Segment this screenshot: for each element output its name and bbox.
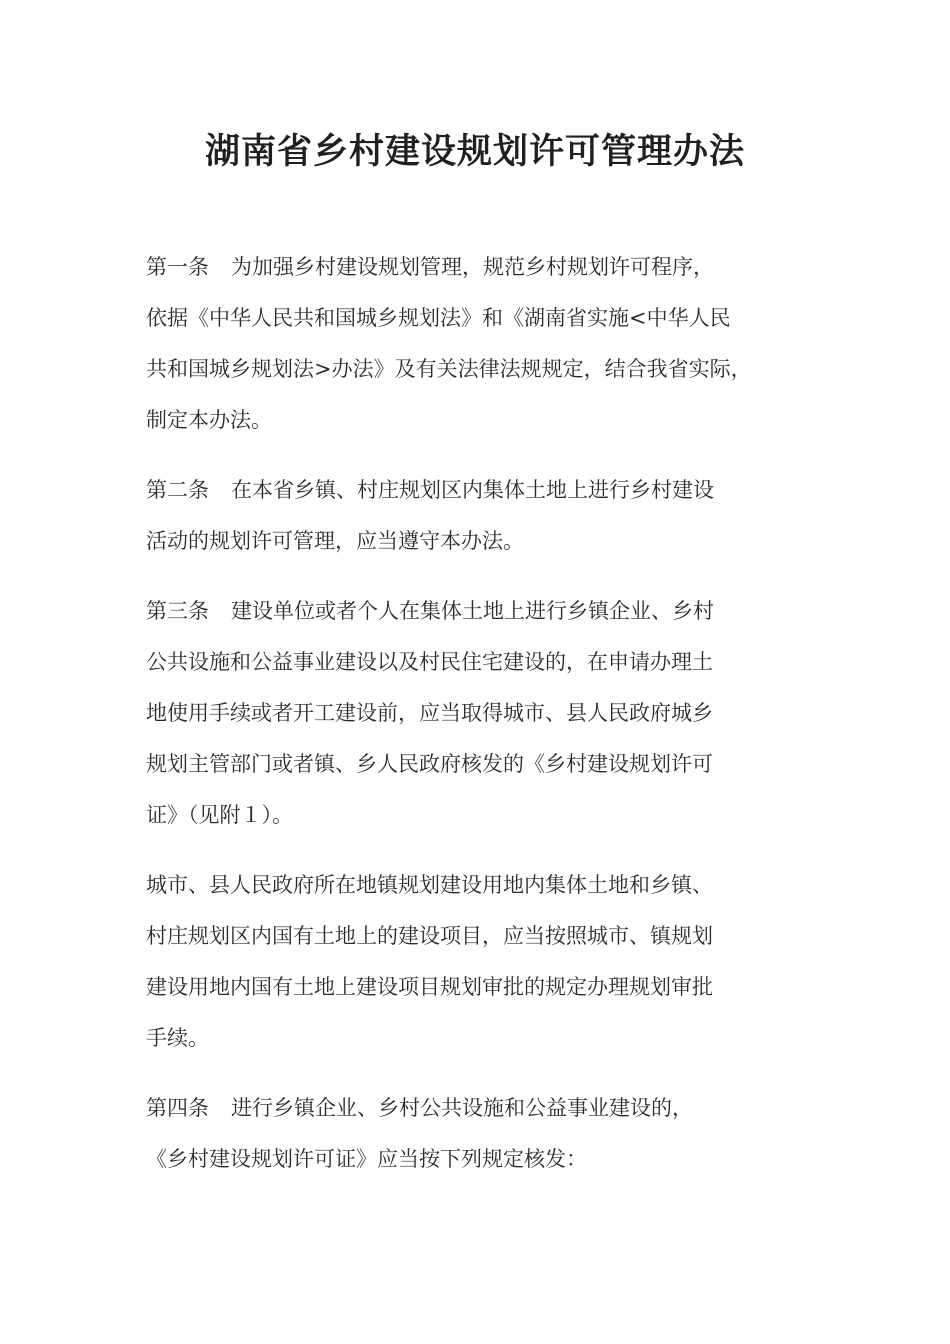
document-body [146,242,826,1204]
article-text-line: 建设用地内国有土地上建设项目规划审批的规定办理规划审批 [146,975,713,999]
article-text-line: 活动的规划许可管理，应当遵守本办法。 [146,529,524,553]
document-title: 湖南省乡村建设规划许可管理办法 [204,132,745,172]
article-text-line: 为加强乡村建设规划管理，规范乡村规划许可程序， [231,255,714,279]
article-number: 第四条 [146,1096,209,1120]
article-text-line: 建设单位或者个人在集体土地上进行乡镇企业、乡村 [231,599,714,623]
article-text-line: 制定本办法。 [146,408,272,432]
article-text-line: 共和国城乡规划法>办法》及有关法律法规规定，结合我省实际， [146,357,752,381]
article-text-line: 城市、县人民政府所在地镇规划建设用地内集体土地和乡镇、 [146,873,713,897]
article-text-line: 村庄规划区内国有土地上的建设项目，应当按照城市、镇规划 [146,924,713,948]
article-number: 第二条 [146,478,209,502]
article-1 [146,242,826,446]
article-text-line: 公共设施和公益事业建设以及村民住宅建设的，在申请办理土 [146,650,713,674]
article-number: 第一条 [146,255,209,279]
article-4 [146,1083,826,1185]
article-3-paragraph-2 [146,860,826,1064]
article-text-line: 证》（见附１）。 [146,803,293,827]
article-2 [146,465,826,567]
article-text-line: 依据《中华人民共和国城乡规划法》和《湖南省实施<中华人民 [146,306,731,330]
article-text-line: 手续。 [146,1026,209,1050]
article-text-line: 地使用手续或者开工建设前，应当取得城市、县人民政府城乡 [146,701,713,725]
article-number: 第三条 [146,599,209,623]
article-text-line: 在本省乡镇、村庄规划区内集体土地上进行乡村建设 [231,478,714,502]
article-text-line: 进行乡镇企业、乡村公共设施和公益事业建设的， [231,1096,693,1120]
article-text-line: 《乡村建设规划许可证》应当按下列规定核发： [146,1147,587,1171]
article-3 [146,586,826,841]
article-text-line: 规划主管部门或者镇、乡人民政府核发的《乡村建设规划许可 [146,752,713,776]
